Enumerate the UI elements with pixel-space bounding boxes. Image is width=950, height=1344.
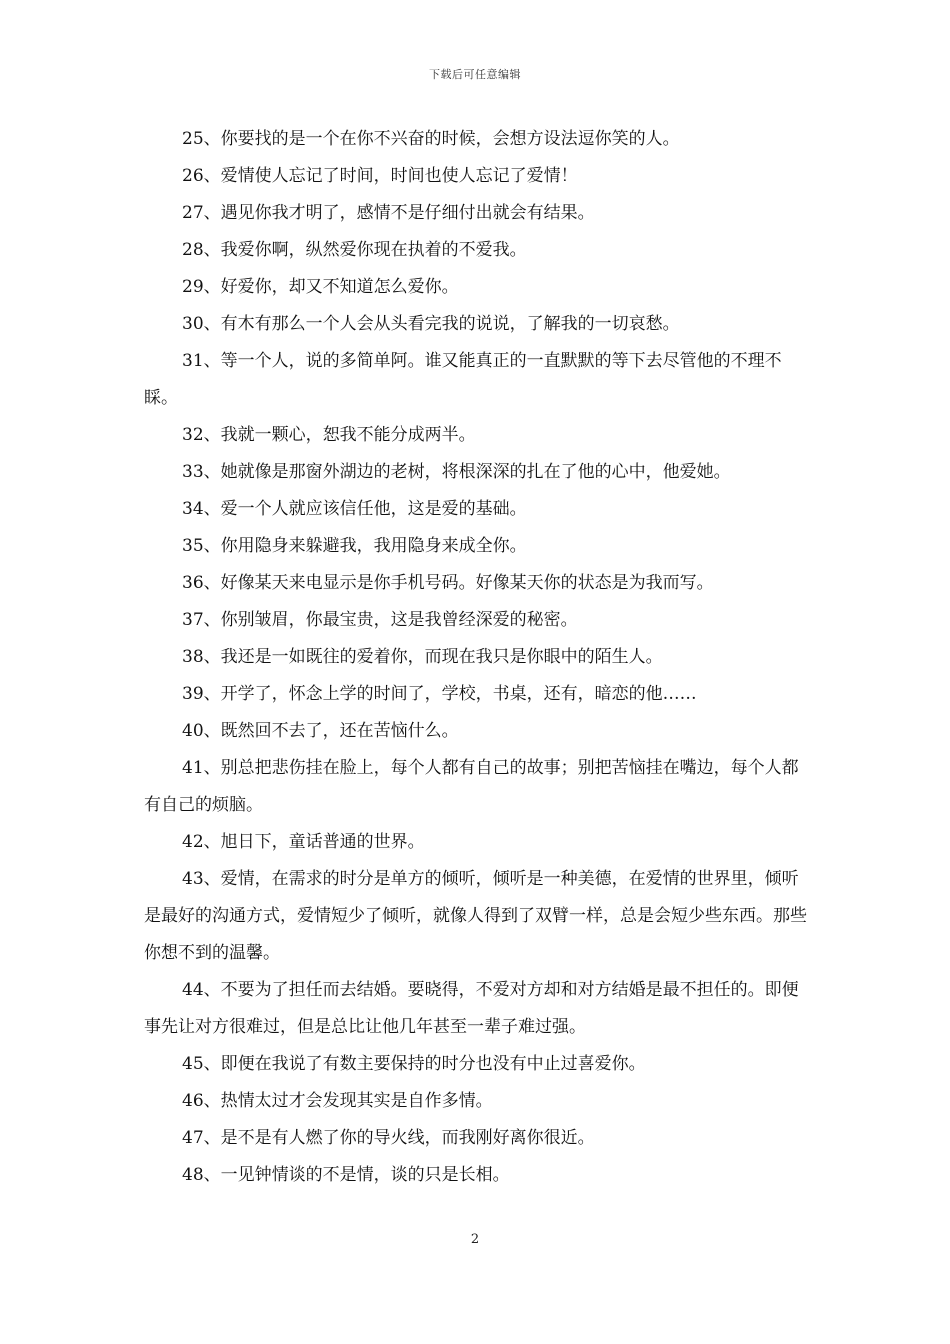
paragraph: 28、我爱你啊，纵然爱你现在执着的不爱我。 [182,240,527,260]
paragraph: 45、即便在我说了有数主要保持的时分也没有中止过喜爱你。 [182,1054,646,1074]
paragraph: 29、好爱你，却又不知道怎么爱你。 [182,277,459,297]
body-text [144,121,808,1194]
paragraph: 31、等一个人，说的多简单阿。谁又能真正的一直默默的等下去尽管他的不理不睬。 [144,351,782,408]
paragraph: 40、既然回不去了，还在苦恼什么。 [182,721,459,741]
paragraph: 35、你用隐身来躲避我，我用隐身来成全你。 [182,536,527,556]
paragraph: 44、不要为了担任而去结婚。要晓得，不爱对方却和对方结婚是最不担任的。即便事先让对方很难过，但是总比让他几年甚至一辈子难过强。 [144,980,799,1037]
paragraph: 32、我就一颗心，恕我不能分成两半。 [182,425,476,445]
paragraph: 42、旭日下，童话普通的世界。 [182,832,425,852]
paragraph: 47、是不是有人燃了你的导火线，而我刚好离你很近。 [182,1128,595,1148]
paragraph: 37、你别皱眉，你最宝贵，这是我曾经深爱的秘密。 [182,610,578,630]
page-number: 2 [470,1232,480,1247]
paragraph: 33、她就像是那窗外湖边的老树，将根深深的扎在了他的心中，他爱她。 [182,462,731,482]
page-header: 下载后可任意编辑 [429,68,521,81]
paragraph: 25、你要找的是一个在你不兴奋的时候，会想方设法逗你笑的人。 [182,129,680,149]
paragraph: 36、好像某天来电显示是你手机号码。好像某天你的状态是为我而写。 [182,573,714,593]
paragraph: 43、爱情，在需求的时分是单方的倾听，倾听是一种美德，在爱情的世界里，倾听是最好的沟通方式，爱情短少了倾听，就像人得到了双臂一样，总是会短少些东西。那些你想不到的温馨。 [144,869,807,963]
paragraph: 30、有木有那么一个人会从头看完我的说说，了解我的一切哀愁。 [182,314,680,334]
paragraph: 34、爱一个人就应该信任他，这是爱的基础。 [182,499,527,519]
paragraph: 39、开学了，怀念上学的时间了，学校，书桌，还有，暗恋的他…… [182,684,697,704]
paragraph: 27、遇见你我才明了，感情不是仔细付出就会有结果。 [182,203,595,223]
paragraph: 38、我还是一如既往的爱着你，而现在我只是你眼中的陌生人。 [182,647,663,667]
paragraph: 26、爱情使人忘记了时间，时间也使人忘记了爱情！ [182,166,578,186]
paragraph: 46、热情太过才会发现其实是自作多情。 [182,1091,493,1111]
paragraph: 48、一见钟情谈的不是情，谈的只是长相。 [182,1165,510,1185]
paragraph: 41、别总把悲伤挂在脸上，每个人都有自己的故事；别把苦恼挂在嘴边，每个人都有自己的烦脑。 [144,758,799,815]
